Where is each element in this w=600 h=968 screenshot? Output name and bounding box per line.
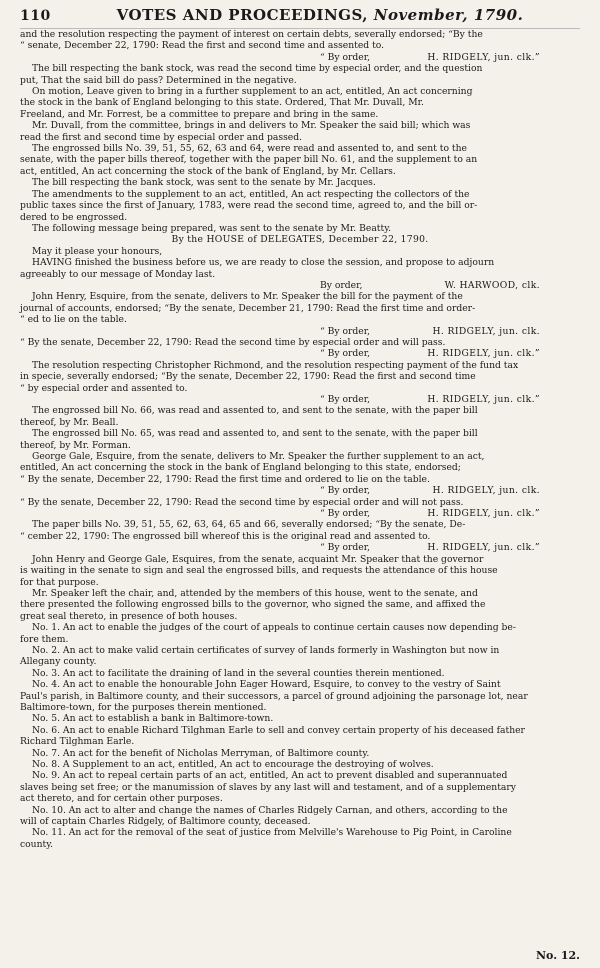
text-line: act thereto, and for certain other purposes.: [20, 793, 223, 805]
text-line: On motion, Leave given to bring in a further supplement to an act, entitled, An act concerning: [32, 86, 473, 98]
text-line: dered to be engrossed.: [20, 211, 128, 223]
text-line: No. 9. An act to repeal certain parts of an act, entitled, An act to prevent disabled and superannuated: [32, 770, 508, 782]
text-line: No. 6. An act to enable Richard Tilghman Earle to sell and convey certain property of his deceased father: [32, 724, 525, 736]
text-line: entitled, An act concerning the stock in the bank of England belonging to this state, endorsed;: [20, 462, 461, 474]
text-line: No. 5. An act to establish a bank in Baltimore-town.: [32, 713, 274, 725]
text-line: No. 7. An act for the benefit of Nicholas Merryman, of Baltimore county.: [32, 747, 370, 759]
running-head-title: VOTES AND PROCEEDINGS,: [116, 6, 368, 24]
text-line: is waiting in the senate to sign and seal the engrossed bills, and requests the attendance of this house: [20, 565, 498, 577]
page-number: 110: [20, 8, 51, 24]
signature-line: [20, 508, 580, 519]
text-line: and the resolution respecting the payment of interest on certain debts, severally endorsed; “By the: [20, 29, 483, 40]
text-line: The engrossed bill No. 66, was read and assented to, and sent to the senate, with the paper bill: [32, 405, 478, 417]
text-line: George Gale, Esquire, from the senate, delivers to Mr. Speaker the further supplement to an act,: [32, 451, 485, 463]
text-line: The amendments to the supplement to an act, entitled, An act respecting the collectors of the: [32, 188, 470, 200]
text-line: The bill respecting the bank stock, was read the second time by especial order, and the question: [32, 63, 483, 75]
signature-order: “ By order,: [320, 325, 371, 337]
text-line: will of captain Charles Ridgely, of Baltimore county, deceased.: [20, 816, 311, 828]
page-header: [20, 6, 580, 29]
text-line: “ ed to lie on the table.: [20, 314, 127, 326]
text-line: act, entitled, An act concerning the stock of the bank of England, by Mr. Cellars.: [20, 165, 396, 177]
text-line: thereof, by Mr. Forman.: [20, 439, 131, 451]
text-line: No. 3. An act to facilitate the draining of land in the several counties therein mentioned.: [32, 667, 445, 679]
text-line: May it please your honours,: [32, 245, 163, 257]
text-line: No. 1. An act to enable the judges of the court of appeals to continue certain causes now depending be-: [32, 622, 516, 634]
signature-clerk: H. RIDGELY, jun. clk.”: [427, 508, 540, 520]
running-head-date: November, 1790.: [373, 6, 524, 24]
text-line: agreeably to our message of Monday last.: [20, 268, 216, 280]
text-line: The engrossed bills No. 39, 51, 55, 62, 63 and 64, were read and assented to, and sent to the: [32, 143, 467, 155]
signature-order: “ By order,: [320, 542, 371, 554]
text-line: The resolution respecting Christopher Richmond, and the resolution respecting payment of the fund tax: [32, 359, 519, 371]
text-line: Richard Tilghman Earle.: [20, 736, 135, 748]
signature-order: “ By order,: [320, 348, 371, 360]
text-line: The engrossed bill No. 65, was read and assented to, and sent to the senate, with the paper bill: [32, 428, 478, 440]
text-line: slaves being set free; or the manumission of slaves by any last will and testament, and of a supplementary: [20, 781, 516, 793]
text-line: “ By the senate, December 22, 1790: Read the second time by especial order and will pass.: [20, 336, 446, 348]
text-line: John Henry and George Gale, Esquires, from the senate, acquaint Mr. Speaker that the governor: [32, 553, 484, 565]
signature-order: By order,: [320, 279, 363, 291]
text-line: John Henry, Esquire, from the senate, delivers to Mr. Speaker the bill for the payment of the: [32, 291, 463, 303]
text-line: great seal thereto, in presence of both houses.: [20, 610, 238, 622]
text-line: fore them.: [20, 633, 69, 645]
text-line: public taxes since the first of January, 1783, were read the second time, agreed to, and the bill or-: [20, 200, 478, 212]
text-line: No. 2. An act to make valid certain certificates of survey of lands formerly in Washington but now in: [32, 644, 500, 656]
signature-line: [20, 394, 580, 405]
signature-line: [20, 485, 580, 496]
signature-order: “ By order,: [320, 508, 371, 520]
text-line: Freeland, and Mr. Forrest, be a committee to prepare and bring in the same.: [20, 108, 379, 120]
text-line: The bill respecting the bank stock, was sent to the senate by Mr. Jacques.: [32, 177, 376, 189]
section-heading: By the HOUSE of DELEGATES, December 22, 1790.: [171, 234, 429, 246]
signature-line: [20, 52, 580, 63]
text-line: read the first and second time by especial order and passed.: [20, 131, 303, 143]
signature-order: “ By order,: [320, 51, 371, 63]
text-line: there presented the following engrossed bills to the governor, who signed the same, and affixed the: [20, 599, 486, 611]
signature-clerk: H. RIDGELY, jun. clk.”: [427, 542, 540, 554]
signature-clerk: H. RIDGELY, jun. clk.: [432, 325, 540, 337]
catchword: No. 12.: [536, 949, 580, 962]
signature-line: [20, 348, 580, 359]
signature-line: [20, 326, 580, 337]
signature-line: [20, 280, 580, 291]
signature-clerk: H. RIDGELY, jun. clk.”: [427, 394, 540, 405]
text-line: the stock in the bank of England belonging to this state. Ordered, That Mr. Duvall, Mr.: [20, 97, 424, 109]
text-line: county.: [20, 838, 54, 850]
text-line: for that purpose.: [20, 576, 99, 588]
signature-line: [20, 542, 580, 553]
signature-clerk: H. RIDGELY, jun. clk.”: [427, 348, 540, 360]
text-line: senate, with the paper bills thereof, together with the paper bill No. 61, and the supplement to an: [20, 154, 478, 166]
text-line: No. 4. An act to enable the honourable John Eager Howard, Esquire, to convey to the vestry of Saint: [32, 679, 501, 691]
text-line: No. 10. An act to alter and change the names of Charles Ridgely Carnan, and others, according to the: [32, 804, 508, 816]
text-line: “ By the senate, December 22, 1790: Read the first time and ordered to lie on the table.: [20, 473, 430, 485]
text-line: The paper bills No. 39, 51, 55, 62, 63, 64, 65 and 66, severally endorsed; “By the senate, De-: [32, 519, 466, 531]
text-line: “ By the senate, December 22, 1790: Read the second time by especial order and will not pass.: [20, 496, 464, 508]
signature-order: “ By order,: [320, 394, 371, 405]
signature-clerk: H. RIDGELY, jun. clk.: [432, 485, 540, 497]
text-line: journal of accounts, endorsed; “By the senate, December 21, 1790: Read the first time and order-: [20, 302, 476, 314]
text-line: thereof, by Mr. Beall.: [20, 416, 119, 428]
running-head: [60, 6, 580, 24]
text-line: Mr. Speaker left the chair, and, attended by the members of this house, went to the senate, and: [32, 587, 478, 599]
document-body: [20, 29, 580, 850]
text-line: No. 8. A Supplement to an act, entitled, An act to encourage the destroying of wolves.: [32, 759, 434, 770]
text-line: in specie, severally endorsed; “By the senate, December 22, 1790: Read the first and second time: [20, 371, 476, 383]
text-line: “ by especial order and assented to.: [20, 382, 188, 394]
text-line: Paul's parish, in Baltimore county, and their successors, a parcel of ground adjoining the parsonage lot, near: [20, 690, 528, 702]
signature-order: “ By order,: [320, 485, 371, 497]
text-line: HAVING finished the business before us, we are ready to close the session, and propose to adjourn: [32, 257, 495, 269]
text-line: Mr. Duvall, from the committee, brings in and delivers to Mr. Speaker the said bill; which was: [32, 120, 471, 132]
signature-clerk: H. RIDGELY, jun. clk.”: [427, 51, 540, 63]
text-line: The following message being prepared, was sent to the senate by Mr. Beatty.: [32, 222, 392, 234]
text-line: “ cember 22, 1790: The engrossed bill whereof this is the original read and assented to.: [20, 530, 431, 542]
text-line: No. 11. An act for the removal of the seat of justice from Melville's Warehouse to Pig Point, in Caroline: [32, 827, 512, 839]
text-line: Allegany county.: [20, 656, 97, 668]
signature-clerk: W. HARWOOD, clk.: [444, 279, 540, 291]
text-line: “ senate, December 22, 1790: Read the first and second time and assented to.: [20, 40, 385, 52]
text-line: put, That the said bill do pass? Determined in the negative.: [20, 74, 297, 86]
text-line: Baltimore-town, for the purposes therein mentioned.: [20, 701, 267, 713]
